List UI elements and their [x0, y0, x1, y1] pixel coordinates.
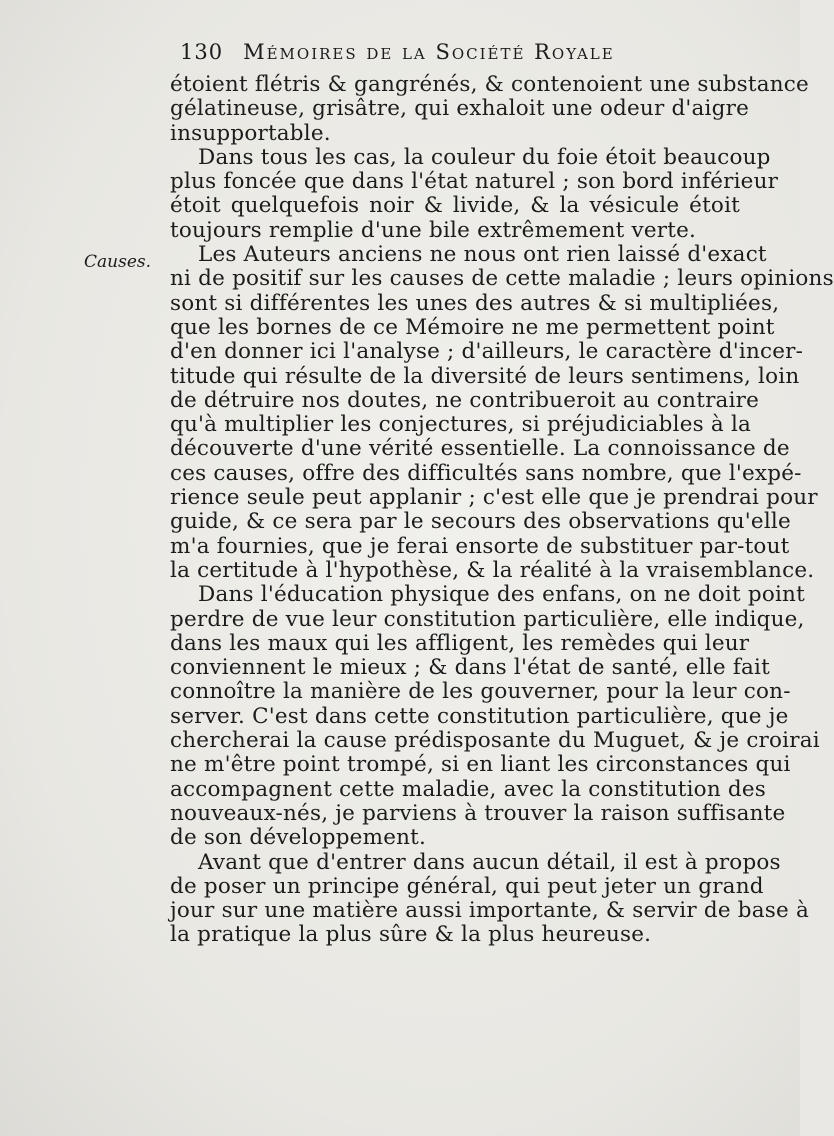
text-line: ne m'être point trompé, si en liant les circonstances qui: [170, 752, 791, 778]
text-line: guide, & ce sera par le secours des observations qu'elle: [170, 509, 791, 535]
text-line: perdre de vue leur constitution particulière, elle indique,: [170, 606, 805, 632]
text-line: la certitude à l'hypothèse, & la réalité à la vraisemblance.: [170, 557, 815, 583]
text-line: toujours remplie d'une bile extrêmement verte.: [170, 217, 697, 243]
text-line: de poser un principe général, qui peut jeter un grand: [170, 873, 764, 899]
text-line: ni de positif sur les causes de cette maladie ; leurs opinions: [170, 266, 834, 292]
text-line: m'a fournies, que je ferai ensorte de substituer par-tout: [170, 533, 790, 559]
text-line: sont si différentes les unes des autres & si multipliées,: [170, 290, 780, 316]
text-line: insupportable.: [170, 120, 331, 146]
running-title: Mémoires de la Société Royale: [243, 40, 615, 64]
margin-note: Causes.: [84, 252, 152, 272]
text-line: rience seule peut applanir ; c'est elle que je prendrai pour: [170, 485, 818, 511]
text-line: d'en donner ici l'analyse ; d'ailleurs, le caractère d'incer-: [170, 339, 804, 365]
text-line: chercherai la cause prédisposante du Muguet, & je croirai: [170, 728, 820, 754]
paragraph: [170, 72, 809, 146]
text-line: nouveaux-nés, je parviens à trouver la raison suffisante: [170, 800, 786, 826]
text-line: dans les maux qui les affligent, les remèdes qui leur: [170, 630, 750, 656]
text-line: plus foncée que dans l'état naturel ; son bord inférieur: [170, 169, 779, 195]
text-line: ces causes, offre des difficultés sans nombre, que l'expé-: [170, 460, 802, 486]
text-line: titude qui résulte de la diversité de leurs sentimens, loin: [170, 363, 800, 389]
paragraph: [170, 242, 834, 583]
text-line: de son développement.: [170, 825, 427, 851]
text-line: la pratique la plus sûre & la plus heureuse.: [170, 922, 652, 948]
text-line: connoître la manière de les gouverner, pour la leur con-: [170, 679, 791, 705]
text-line: gélatineuse, grisâtre, qui exhaloit une odeur d'aigre: [170, 96, 749, 122]
text-line: Dans tous les cas, la couleur du foie étoit beaucoup: [198, 144, 771, 170]
page-number: 130: [180, 40, 224, 64]
text-line: server. C'est dans cette constitution particulière, que je: [170, 703, 789, 729]
text-line: conviennent le mieux ; & dans l'état de santé, elle fait: [170, 655, 770, 681]
paragraph: [170, 144, 779, 243]
paragraph: [170, 849, 809, 948]
text-line: étoient flétris & gangrénés, & contenoient une substance: [170, 72, 809, 97]
text-line: accompagnent cette maladie, avec la constitution des: [170, 776, 767, 802]
text-line: qu'à multiplier les conjectures, si préjudiciables à la: [170, 412, 752, 438]
paragraph: [170, 582, 820, 851]
text-line: Les Auteurs anciens ne nous ont rien laissé d'exact: [198, 242, 767, 268]
running-head: [180, 40, 700, 64]
text-line: Dans l'éducation physique des enfans, on ne doit point: [198, 582, 805, 608]
text-line: que les bornes de ce Mémoire ne me permettent point: [170, 314, 775, 340]
text-line: étoit quelquefois noir & livide, & la vésicule étoit: [170, 193, 740, 219]
body-text: [170, 72, 834, 948]
text-line: découverte d'une vérité essentielle. La connoissance de: [170, 436, 790, 462]
text-line: jour sur une matière aussi importante, & servir de base à: [170, 898, 809, 924]
text-line: de détruire nos doutes, ne contribueroit au contraire: [170, 387, 760, 413]
text-line: Avant que d'entrer dans aucun détail, il est à propos: [198, 849, 781, 875]
